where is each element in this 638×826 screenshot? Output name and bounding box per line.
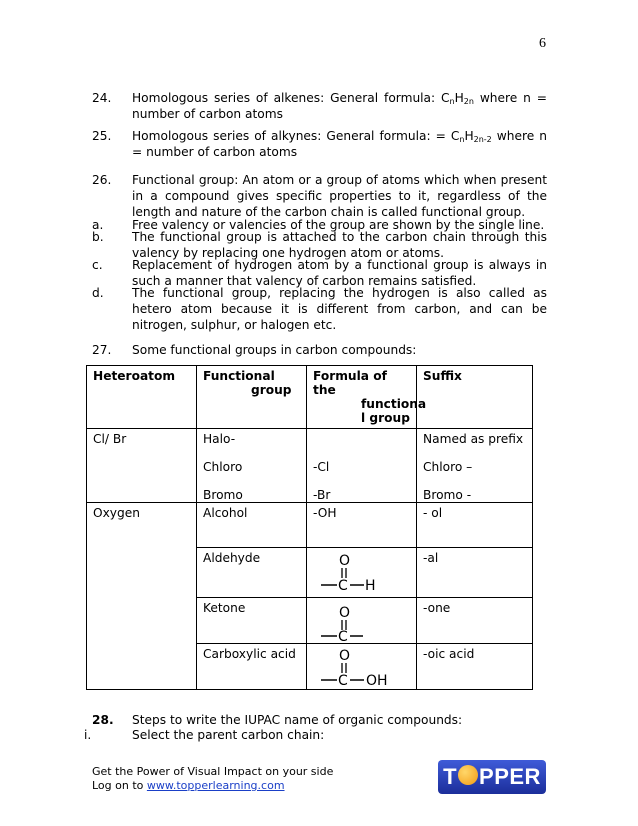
cell-heteroatom: Oxygen [87,503,197,690]
item-28 [92,712,547,728]
item-text: The functional group is attached to the carbon chain through this valency by replacing one hydrogen atom or atoms. [132,230,547,260]
table-header-row [87,366,533,429]
item-number: 24. [92,91,112,105]
cell-formula [307,548,417,598]
cell-group: Ketone [197,598,307,644]
item-number: 27. [92,343,112,357]
item-25 [92,128,547,160]
item-text: Functional group: An atom or a group of atoms which when present in a compound gives specific properties to it, regardless of the length and nature of the carbon chain is called functional group. [132,173,547,219]
cell-formula: -Cl -Br [307,429,417,503]
cell-suffix: -al [417,548,533,598]
cell-formula [307,598,417,644]
cell-suffix: - ol [417,503,533,548]
header-suffix: Suffix [417,366,533,429]
item-number: 26. [92,173,112,187]
table-row [87,503,533,548]
item-26 [92,172,547,220]
item-text: Select the parent carbon chain: [132,728,325,742]
cell-suffix: -oic acid [417,644,533,690]
cell-group: Carboxylic acid [197,644,307,690]
item-text: Homologous series of alkenes: General formula: $C_nH_{2n}$ where n = number of carbon atoms [132,91,547,121]
cell-formula [307,644,417,690]
oxygen-atom: O [339,648,351,664]
header-formula: Formula of the functiona l group [307,366,417,429]
item-number: 25. [92,129,112,143]
carbon-atom: C [338,673,348,688]
item-number: d. [92,286,104,300]
header-heteroatom: Heteroatom [87,366,197,429]
footer-logon: Log on to www.topperlearning.com [92,779,285,792]
oxygen-atom: O [339,605,351,621]
item-26d [92,285,547,333]
hydrogen-atom: H [365,578,376,594]
cell-suffix: -one [417,598,533,644]
cell-group: Alcohol [197,503,307,548]
item-number: i. [84,728,92,742]
ketone-structure [309,598,409,642]
logo-ball-icon [458,765,478,785]
cell-group: Aldehyde [197,548,307,598]
footer-tagline: Get the Power of Visual Impact on your side [92,765,334,778]
item-27 [92,342,547,358]
page-number: 6 [539,36,546,51]
oxygen-atom: O [339,553,351,569]
cell-formula: -OH [307,503,417,548]
topperlearning-link[interactable]: www.topperlearning.com [146,779,285,792]
cell-suffix: Named as prefix Chloro – Bromo - [417,429,533,503]
item-text: Homologous series of alkynes: General formula: = $C_nH_{2n-2}$ where n = number of carbon atoms [132,129,547,159]
carboxylic-acid-structure [309,644,409,688]
item-text: Replacement of hydrogen atom by a functional group is always in such a manner that valency of carbon remains satisfied. [132,258,547,288]
header-functional-group: Functional group [197,366,307,429]
carbon-atom: C [338,578,348,594]
item-text: Some functional groups in carbon compounds: [132,343,417,357]
aldehyde-structure [309,548,409,594]
carbon-atom: C [338,629,348,642]
cell-heteroatom: Cl/ Br [87,429,197,503]
cell-group: Halo- Chloro Bromo [197,429,307,503]
hydroxyl-group: OH [366,673,388,688]
item-i [84,727,547,743]
item-text: The functional group, replacing the hydrogen is also called as hetero atom because it is different from carbon, and can be nitrogen, sulphur, or halogen etc. [132,286,547,332]
item-number: a. [92,218,104,232]
item-text: Free valency or valencies of the group are shown by the single line. [132,218,545,232]
topper-logo: T PPER [438,760,546,794]
item-number: c. [92,258,103,272]
item-number: 28. [92,713,114,727]
item-24 [92,90,547,122]
footer [92,765,333,793]
functional-groups-table [86,365,533,690]
table-row [87,429,533,503]
item-number: b. [92,230,104,244]
item-text: Steps to write the IUPAC name of organic compounds: [132,713,463,727]
